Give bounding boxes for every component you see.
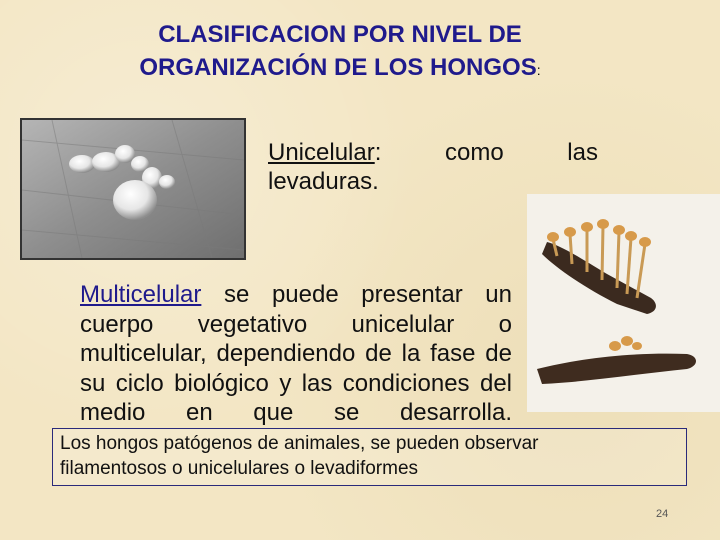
page-number: 24 (656, 508, 669, 520)
slide-title (60, 18, 620, 87)
unicelular-word-como: como (445, 139, 504, 166)
unicelular-line-2: levaduras. (268, 168, 379, 195)
multicelular-description: se puede presentar un cuerpo vegetativo unicelular o multicelular, dependiendo de la fase de su ciclo biológico y las condiciones del medio en que se desarrolla. (80, 281, 512, 426)
yeast-micrograph-image (22, 120, 244, 258)
unicelular-word-las: las (567, 139, 598, 166)
fungus-specimen-photo (527, 194, 720, 412)
multicelular-paragraph (80, 280, 512, 428)
yeast-micrograph (20, 118, 246, 260)
note-line-2: filamentosos o unicelulares o levadiformes (60, 458, 419, 479)
unicelular-colon: : (374, 139, 382, 166)
unicelular-paragraph (268, 138, 598, 196)
note-line-1: Los hongos patógenos de animales, se pueden observar (60, 433, 539, 454)
fungus-specimen-image (527, 194, 720, 412)
multicelular-term: Multicelular (80, 281, 202, 308)
pathogen-note-box (52, 428, 687, 486)
title-colon: : (536, 62, 541, 78)
title-line-2-text: ORGANIZACIÓN DE LOS HONGOS (139, 54, 537, 81)
unicelular-term-group (268, 138, 381, 167)
unicelular-term: Unicelular (268, 139, 375, 166)
title-line-2 (60, 51, 620, 87)
title-line-1: CLASIFICACION POR NIVEL DE (158, 21, 522, 48)
unicelular-line-1 (268, 138, 598, 167)
